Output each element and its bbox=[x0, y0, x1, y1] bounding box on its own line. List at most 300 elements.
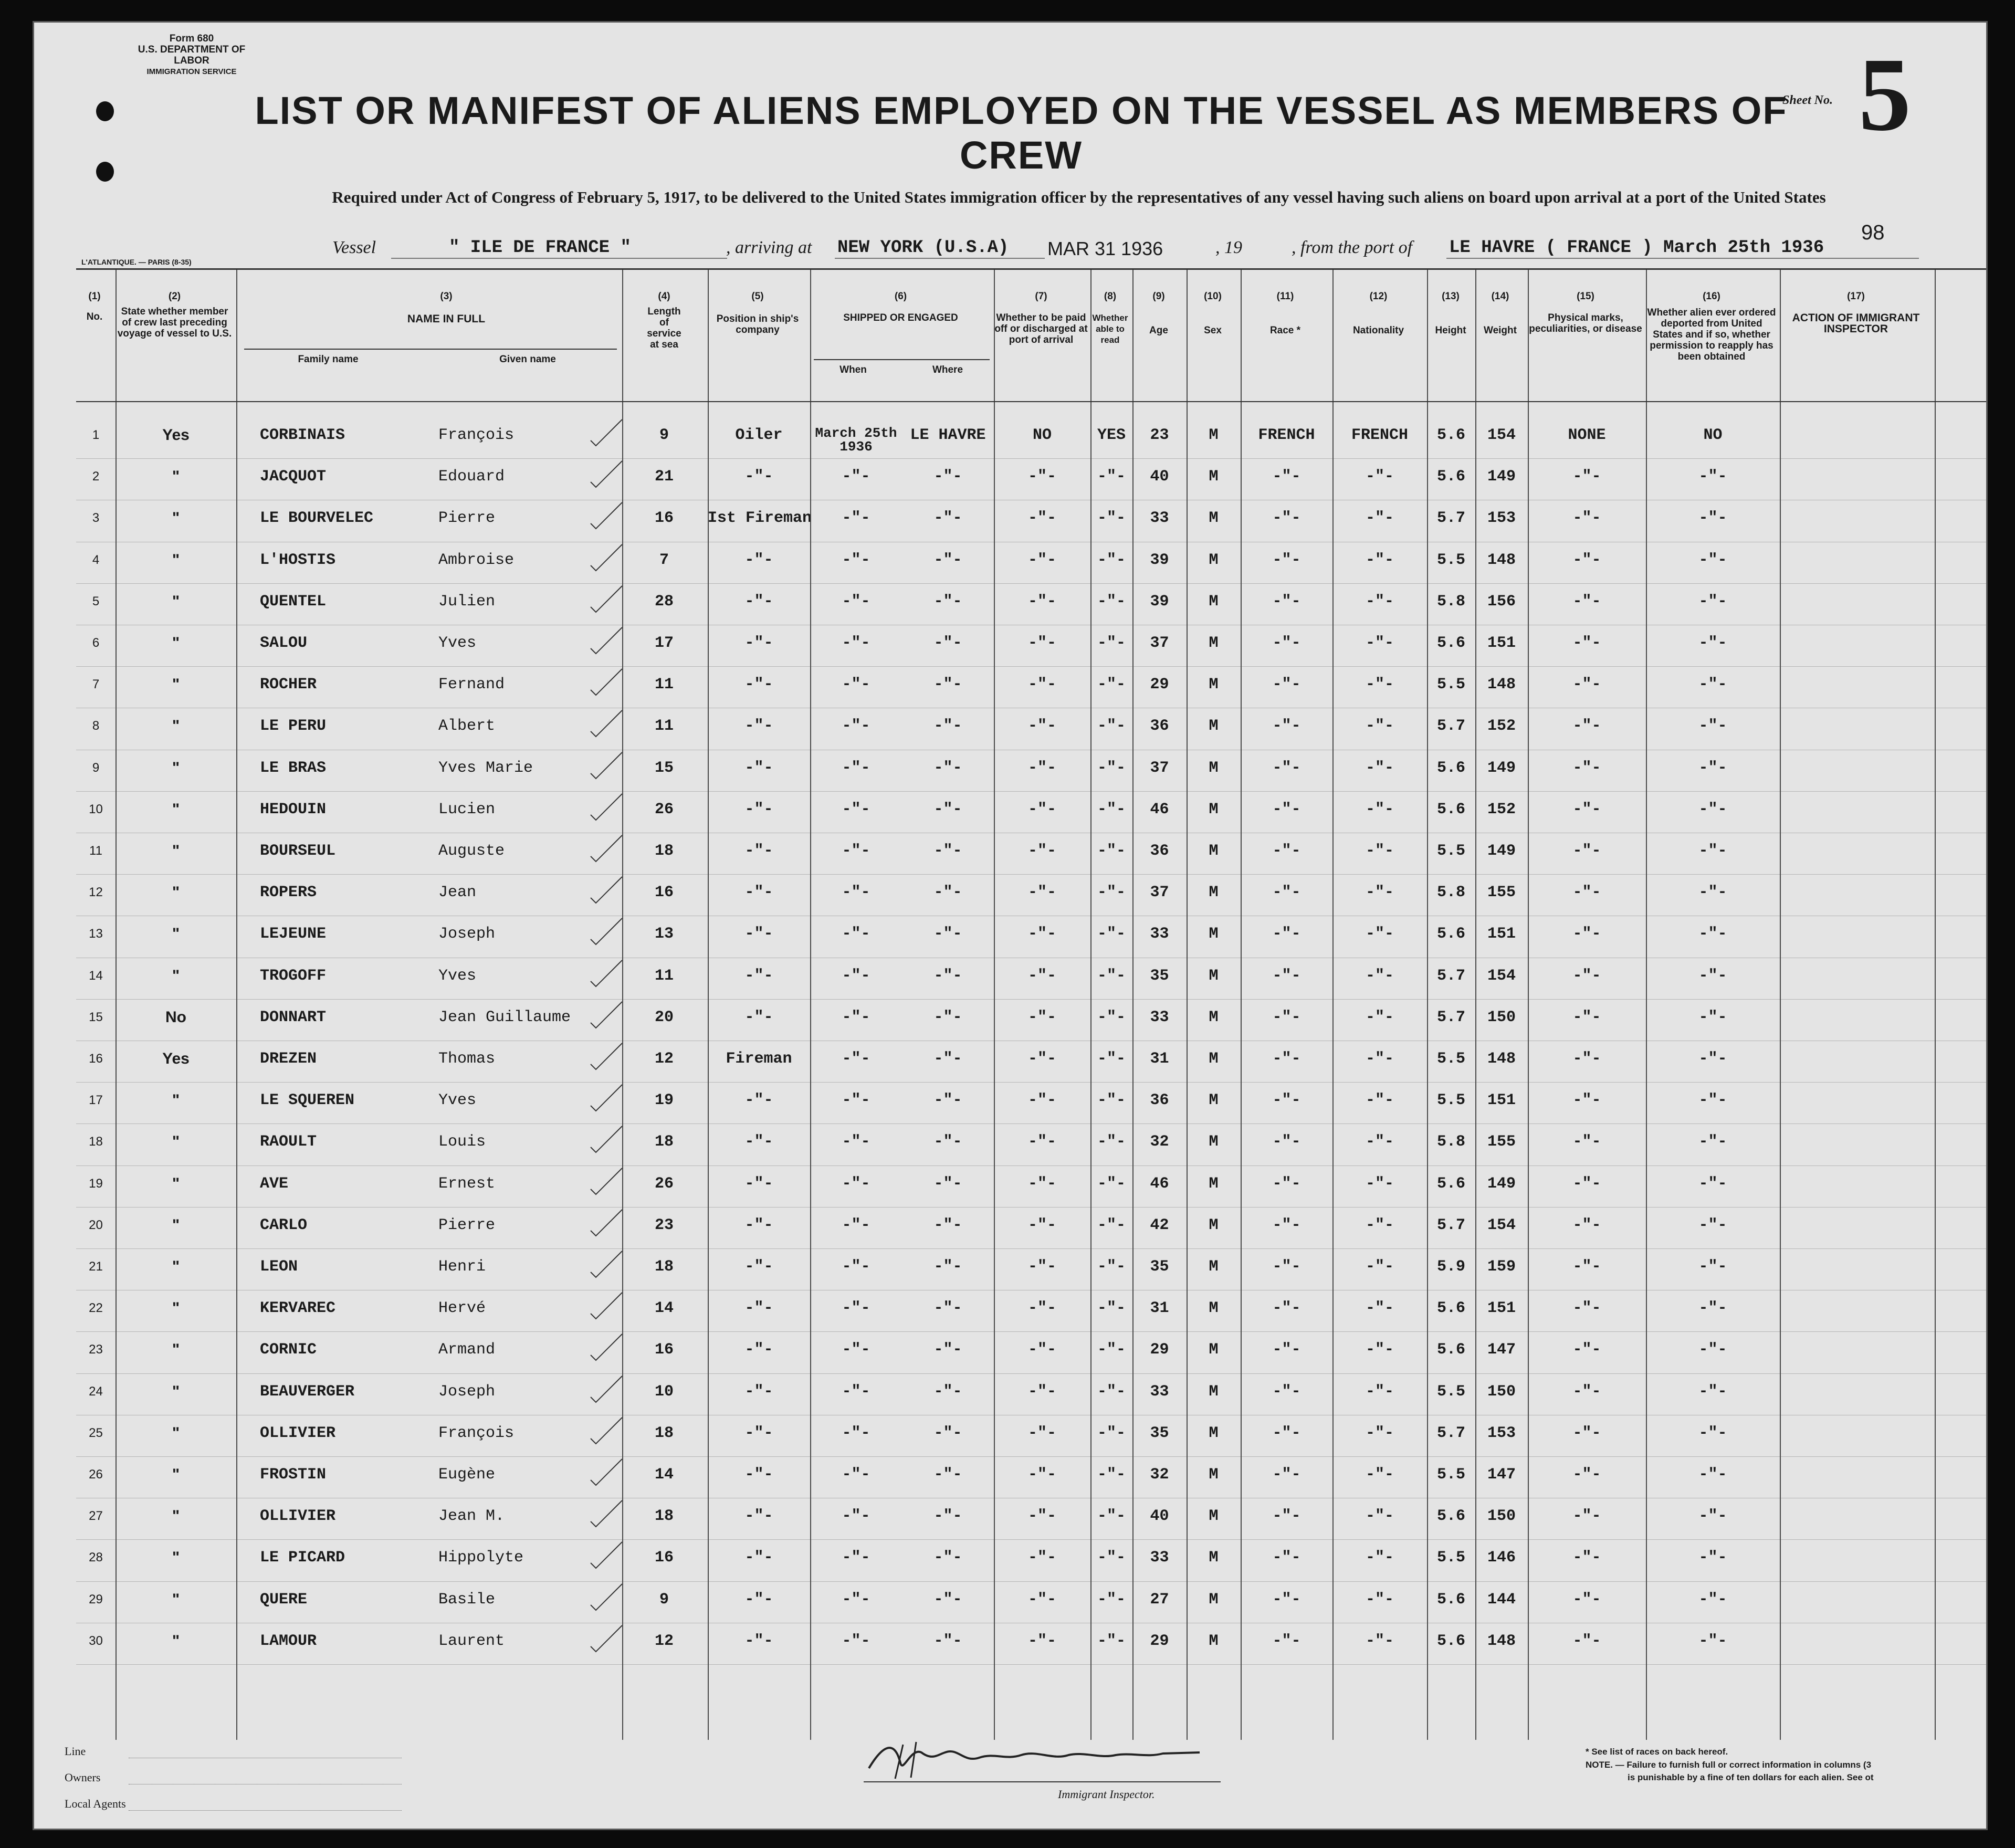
inspector-signature bbox=[853, 1731, 1231, 1789]
cell-weight: 151 bbox=[1487, 1091, 1516, 1110]
cell-read: -"- bbox=[1097, 842, 1126, 860]
cell-where: -"- bbox=[933, 1632, 962, 1650]
local-agents-label: Local Agents bbox=[65, 1797, 126, 1810]
cell-read: -"- bbox=[1097, 1466, 1126, 1484]
cell-given: François bbox=[438, 426, 515, 444]
cell-no: 7 bbox=[92, 677, 100, 692]
cell-paid: -"- bbox=[1027, 884, 1056, 902]
cell-race: -"- bbox=[1272, 842, 1301, 860]
cell-when: -"- bbox=[842, 634, 870, 652]
cell-family: ROCHER bbox=[260, 676, 317, 694]
cell-sex: M bbox=[1209, 676, 1219, 694]
cell-when: -"- bbox=[842, 1216, 870, 1234]
cell-deported: -"- bbox=[1698, 468, 1727, 486]
cell-read: -"- bbox=[1097, 1258, 1126, 1276]
cell-where: -"- bbox=[933, 468, 962, 486]
cell-when: -"- bbox=[842, 1341, 870, 1359]
cell-family: QUERE bbox=[260, 1590, 308, 1609]
cell-where: -"- bbox=[933, 925, 962, 943]
cell-service: 18 bbox=[654, 1507, 674, 1526]
cell-given: Basile bbox=[438, 1590, 496, 1609]
cell-given: Edouard bbox=[438, 468, 505, 486]
cell-given: Yves bbox=[438, 634, 477, 652]
cell-sex: M bbox=[1209, 592, 1219, 611]
cell-no: 12 bbox=[89, 885, 103, 900]
cell-race: -"- bbox=[1272, 884, 1301, 902]
cell-service: 14 bbox=[654, 1466, 674, 1484]
cell-weight: 150 bbox=[1487, 1507, 1516, 1526]
cell-weight: 144 bbox=[1487, 1590, 1516, 1609]
cell-marks: -"- bbox=[1572, 468, 1601, 486]
cell-deported: -"- bbox=[1698, 551, 1727, 569]
cell-height: 5.8 bbox=[1436, 1133, 1465, 1151]
cell-prev: " bbox=[172, 884, 180, 901]
cell-position: -"- bbox=[744, 1091, 773, 1110]
cell-prev: " bbox=[172, 925, 180, 943]
cell-marks: -"- bbox=[1572, 1299, 1601, 1318]
cell-given: Laurent bbox=[438, 1632, 505, 1650]
check-mark-icon bbox=[588, 1456, 625, 1488]
cell-service: 26 bbox=[654, 1174, 674, 1193]
cell-read: -"- bbox=[1097, 1299, 1126, 1318]
cell-given: Pierre bbox=[438, 1216, 496, 1234]
row-rule bbox=[76, 1331, 1986, 1332]
cell-weight: 148 bbox=[1487, 1632, 1516, 1650]
footnote-races: * See list of races on back hereof. bbox=[1586, 1747, 1728, 1757]
check-mark-icon bbox=[588, 999, 625, 1031]
cell-given: Armand bbox=[438, 1341, 496, 1359]
cell-paid: -"- bbox=[1027, 1174, 1056, 1193]
cell-family: LE SQUEREN bbox=[260, 1091, 355, 1110]
cell-weight: 159 bbox=[1487, 1258, 1516, 1276]
cell-nationality: -"- bbox=[1365, 1466, 1394, 1484]
cell-marks: -"- bbox=[1572, 842, 1601, 860]
cell-sex: M bbox=[1209, 1050, 1219, 1068]
cell-when: -"- bbox=[842, 842, 870, 860]
cell-age: 40 bbox=[1150, 468, 1169, 486]
cell-race: -"- bbox=[1272, 1174, 1301, 1193]
cell-service: 11 bbox=[654, 967, 674, 985]
cell-race: -"- bbox=[1272, 717, 1301, 736]
cell-nationality: -"- bbox=[1365, 1341, 1394, 1359]
footnote-penalty-1: NOTE. — Failure to furnish full or correct information in columns (3 bbox=[1586, 1760, 1872, 1770]
form-header-block bbox=[129, 33, 255, 77]
cell-given: Yves bbox=[438, 1091, 477, 1110]
cell-weight: 148 bbox=[1487, 1050, 1516, 1068]
cell-paid: -"- bbox=[1027, 1091, 1056, 1110]
cell-height: 5.5 bbox=[1436, 1549, 1465, 1567]
cell-family: FROSTIN bbox=[260, 1466, 327, 1484]
cell-position: Fireman bbox=[726, 1050, 792, 1068]
header-rule bbox=[814, 359, 990, 360]
cell-deported: -"- bbox=[1698, 1050, 1727, 1068]
cell-marks: -"- bbox=[1572, 1382, 1601, 1401]
cell-height: 5.6 bbox=[1436, 468, 1465, 486]
cell-read: -"- bbox=[1097, 1050, 1126, 1068]
header-col-6: (6) SHIPPED OR ENGAGED bbox=[843, 291, 958, 323]
cell-marks: -"- bbox=[1572, 1174, 1601, 1193]
cell-marks: -"- bbox=[1572, 1507, 1601, 1526]
cell-race: -"- bbox=[1272, 1258, 1301, 1276]
cell-age: 33 bbox=[1150, 925, 1169, 943]
cell-where: -"- bbox=[933, 1299, 962, 1318]
cell-marks: -"- bbox=[1572, 1590, 1601, 1609]
check-mark-icon bbox=[588, 874, 625, 906]
cell-marks: -"- bbox=[1572, 800, 1601, 818]
check-mark-icon bbox=[588, 1539, 625, 1571]
cell-family: AVE bbox=[260, 1174, 289, 1193]
cell-height: 5.6 bbox=[1436, 1507, 1465, 1526]
cell-read: -"- bbox=[1097, 1341, 1126, 1359]
cell-weight: 149 bbox=[1487, 842, 1516, 860]
cell-no: 1 bbox=[92, 428, 100, 442]
cell-position: -"- bbox=[744, 1174, 773, 1193]
column-rule bbox=[622, 270, 623, 1740]
cell-read: -"- bbox=[1097, 1590, 1126, 1609]
cell-service: 16 bbox=[654, 1549, 674, 1567]
check-mark-icon bbox=[588, 833, 625, 864]
check-mark-icon bbox=[588, 625, 625, 656]
row-rule bbox=[76, 1581, 1986, 1582]
cell-age: 29 bbox=[1150, 1341, 1169, 1359]
cell-where: -"- bbox=[933, 1008, 962, 1026]
column-rule bbox=[116, 270, 117, 1740]
cell-sex: M bbox=[1209, 842, 1219, 860]
cell-marks: -"- bbox=[1572, 676, 1601, 694]
cell-weight: 147 bbox=[1487, 1466, 1516, 1484]
cell-where: -"- bbox=[933, 1133, 962, 1151]
cell-paid: -"- bbox=[1027, 1632, 1056, 1650]
column-rule bbox=[810, 270, 811, 1740]
cell-height: 5.5 bbox=[1436, 842, 1465, 860]
cell-nationality: -"- bbox=[1365, 884, 1394, 902]
cell-race: -"- bbox=[1272, 592, 1301, 611]
cell-no: 13 bbox=[89, 927, 103, 941]
service-name: IMMIGRATION SERVICE bbox=[146, 67, 237, 76]
cell-race: -"- bbox=[1272, 551, 1301, 569]
cell-age: 29 bbox=[1150, 676, 1169, 694]
cell-prev: " bbox=[172, 1258, 180, 1275]
cell-position: -"- bbox=[744, 1008, 773, 1026]
cell-age: 27 bbox=[1150, 1590, 1169, 1609]
cell-paid: -"- bbox=[1027, 1424, 1056, 1442]
cell-where: -"- bbox=[933, 1216, 962, 1234]
cell-height: 5.5 bbox=[1436, 1466, 1465, 1484]
cell-age: 29 bbox=[1150, 1632, 1169, 1650]
cell-paid: -"- bbox=[1027, 1133, 1056, 1151]
cell-paid: -"- bbox=[1027, 1341, 1056, 1359]
cell-race: -"- bbox=[1272, 925, 1301, 943]
cell-weight: 152 bbox=[1487, 800, 1516, 818]
header-family-name: Family name bbox=[298, 354, 359, 365]
column-rule bbox=[994, 270, 995, 1740]
column-rule bbox=[1475, 270, 1476, 1740]
cell-nationality: -"- bbox=[1365, 800, 1394, 818]
cell-service: 16 bbox=[654, 884, 674, 902]
cell-weight: 148 bbox=[1487, 676, 1516, 694]
cell-marks: -"- bbox=[1572, 1549, 1601, 1567]
cell-prev: " bbox=[172, 509, 180, 527]
cell-service: 18 bbox=[654, 1258, 674, 1276]
cell-deported: -"- bbox=[1698, 967, 1727, 985]
check-mark-icon bbox=[588, 750, 625, 781]
cell-race: -"- bbox=[1272, 1590, 1301, 1609]
cell-read: -"- bbox=[1097, 1216, 1126, 1234]
cell-where: -"- bbox=[933, 1466, 962, 1484]
cell-sex: M bbox=[1209, 1424, 1219, 1442]
cell-nationality: -"- bbox=[1365, 1174, 1394, 1193]
cell-race: -"- bbox=[1272, 800, 1301, 818]
cell-where: -"- bbox=[933, 509, 962, 528]
column-rule bbox=[708, 270, 709, 1740]
cell-given: Fernand bbox=[438, 676, 505, 694]
cell-deported: NO bbox=[1703, 426, 1723, 444]
cell-race: -"- bbox=[1272, 509, 1301, 528]
cell-family: LE BRAS bbox=[260, 759, 327, 777]
cell-race: -"- bbox=[1272, 1216, 1301, 1234]
header-col-4: (4) Length of service at sea bbox=[647, 291, 681, 350]
cell-position: -"- bbox=[744, 842, 773, 860]
cell-given: Hippolyte bbox=[438, 1549, 524, 1567]
arrival-date-stamp: MAR 31 1936 bbox=[1047, 238, 1163, 259]
cell-no: 8 bbox=[92, 719, 100, 733]
cell-when: -"- bbox=[842, 925, 870, 943]
cell-race: -"- bbox=[1272, 1382, 1301, 1401]
cell-when: -"- bbox=[842, 1258, 870, 1276]
cell-race: -"- bbox=[1272, 1133, 1301, 1151]
cell-where: -"- bbox=[933, 551, 962, 569]
cell-marks: -"- bbox=[1572, 1466, 1601, 1484]
cell-family: LEON bbox=[260, 1258, 298, 1276]
cell-given: François bbox=[438, 1424, 515, 1442]
header-col-10: (10) Sex bbox=[1204, 291, 1222, 336]
cell-given: Thomas bbox=[438, 1050, 496, 1068]
cell-paid: -"- bbox=[1027, 1008, 1056, 1026]
cell-sex: M bbox=[1209, 1258, 1219, 1276]
cell-where: -"- bbox=[933, 800, 962, 818]
cell-deported: -"- bbox=[1698, 717, 1727, 736]
cell-deported: -"- bbox=[1698, 1258, 1727, 1276]
cell-marks: -"- bbox=[1572, 925, 1601, 943]
cell-family: LAMOUR bbox=[260, 1632, 317, 1650]
cell-paid: -"- bbox=[1027, 551, 1056, 569]
cell-no: 9 bbox=[92, 760, 100, 775]
cell-no: 16 bbox=[89, 1052, 103, 1066]
cell-marks: -"- bbox=[1572, 967, 1601, 985]
vessel-line bbox=[34, 233, 1986, 264]
cell-weight: 154 bbox=[1487, 1216, 1516, 1234]
cell-prev: " bbox=[172, 634, 180, 652]
cell-prev: " bbox=[172, 1174, 180, 1192]
header-col-9: (9) Age bbox=[1149, 291, 1168, 336]
header-col-7: (7) Whether to be paid off or discharged at port of arrival bbox=[994, 291, 1088, 345]
cell-sex: M bbox=[1209, 1341, 1219, 1359]
cell-prev: " bbox=[172, 717, 180, 735]
cell-no: 11 bbox=[89, 844, 102, 858]
cell-age: 23 bbox=[1150, 426, 1169, 444]
cell-prev: " bbox=[172, 551, 180, 569]
cell-prev: " bbox=[172, 1424, 180, 1442]
cell-service: 12 bbox=[654, 1632, 674, 1650]
cell-family: LE PICARD bbox=[260, 1549, 345, 1567]
cell-sex: M bbox=[1209, 1133, 1219, 1151]
cell-service: 18 bbox=[654, 1424, 674, 1442]
column-rule bbox=[1935, 270, 1936, 1740]
cell-position: -"- bbox=[744, 1549, 773, 1567]
column-rule bbox=[1132, 270, 1134, 1740]
cell-height: 5.7 bbox=[1436, 1216, 1465, 1234]
cell-sex: M bbox=[1209, 1174, 1219, 1193]
cell-marks: -"- bbox=[1572, 717, 1601, 736]
cell-no: 17 bbox=[89, 1093, 103, 1108]
cell-family: OLLIVIER bbox=[260, 1507, 336, 1526]
cell-where: -"- bbox=[933, 1424, 962, 1442]
cell-read: -"- bbox=[1097, 1424, 1126, 1442]
cell-marks: -"- bbox=[1572, 1050, 1601, 1068]
vessel-label: Vessel bbox=[332, 238, 376, 257]
cell-when: -"- bbox=[842, 1133, 870, 1151]
cell-no: 14 bbox=[89, 968, 103, 983]
cell-given: Yves bbox=[438, 967, 477, 985]
cell-paid: -"- bbox=[1027, 592, 1056, 611]
cell-prev: No bbox=[165, 1008, 186, 1026]
cell-given: Hervé bbox=[438, 1299, 486, 1318]
departure-port: LE HAVRE ( FRANCE ) March 25th 1936 bbox=[1449, 238, 1824, 258]
cell-nationality: -"- bbox=[1365, 592, 1394, 611]
cell-marks: -"- bbox=[1572, 1133, 1601, 1151]
cell-age: 32 bbox=[1150, 1466, 1169, 1484]
cell-no: 24 bbox=[89, 1384, 103, 1399]
cell-race: -"- bbox=[1272, 1424, 1301, 1442]
column-rule bbox=[1187, 270, 1188, 1740]
header-col-2: (2) State whether member of crew last preceding voyage of vessel to U.S. bbox=[117, 291, 232, 339]
vessel-name: " ILE DE FRANCE " bbox=[449, 238, 631, 258]
cell-height: 5.6 bbox=[1436, 634, 1465, 652]
check-mark-icon bbox=[588, 1207, 625, 1238]
cell-no: 3 bbox=[92, 511, 100, 526]
cell-weight: 152 bbox=[1487, 717, 1516, 736]
cell-deported: -"- bbox=[1698, 1299, 1727, 1318]
column-rule bbox=[1646, 270, 1647, 1740]
footnote-penalty-2: is punishable by a fine of ten dollars for each alien. See ot bbox=[1628, 1772, 1874, 1782]
cell-read: -"- bbox=[1097, 1507, 1126, 1526]
printer-mark: L'ATLANTIQUE. — PARIS (8-35) bbox=[81, 258, 192, 266]
cell-read: -"- bbox=[1097, 800, 1126, 818]
cell-paid: -"- bbox=[1027, 842, 1056, 860]
cell-position: Ist Fireman bbox=[708, 509, 812, 528]
cell-no: 15 bbox=[89, 1010, 103, 1024]
cell-nationality: -"- bbox=[1365, 1258, 1394, 1276]
department-name: U.S. DEPARTMENT OF LABOR bbox=[138, 44, 246, 66]
cell-race: -"- bbox=[1272, 1466, 1301, 1484]
cell-nationality: -"- bbox=[1365, 1133, 1394, 1151]
cell-service: 28 bbox=[654, 592, 674, 611]
cell-height: 5.8 bbox=[1436, 592, 1465, 611]
cell-deported: -"- bbox=[1698, 1466, 1727, 1484]
cell-nationality: -"- bbox=[1365, 1299, 1394, 1318]
cell-read: -"- bbox=[1097, 925, 1126, 943]
cell-service: 26 bbox=[654, 800, 674, 818]
cell-given: Yves Marie bbox=[438, 759, 533, 777]
cell-deported: -"- bbox=[1698, 1632, 1727, 1650]
cell-read: YES bbox=[1097, 426, 1126, 444]
cell-nationality: -"- bbox=[1365, 1050, 1394, 1068]
check-mark-icon bbox=[588, 500, 625, 531]
cell-no: 25 bbox=[89, 1425, 103, 1440]
cell-age: 39 bbox=[1150, 551, 1169, 569]
cell-weight: 153 bbox=[1487, 509, 1516, 528]
cell-position: -"- bbox=[744, 800, 773, 818]
cell-where: -"- bbox=[933, 884, 962, 902]
manifest-sheet bbox=[33, 21, 1988, 1830]
cell-family: LE PERU bbox=[260, 717, 327, 736]
cell-age: 42 bbox=[1150, 1216, 1169, 1234]
cell-when: -"- bbox=[842, 967, 870, 985]
cell-when: -"- bbox=[842, 1507, 870, 1526]
annotation-number: 98 bbox=[1861, 221, 1885, 244]
cell-deported: -"- bbox=[1698, 1133, 1727, 1151]
cell-service: 12 bbox=[654, 1050, 674, 1068]
cell-deported: -"- bbox=[1698, 884, 1727, 902]
cell-weight: 151 bbox=[1487, 634, 1516, 652]
line-label: Line bbox=[65, 1745, 86, 1758]
cell-read: -"- bbox=[1097, 967, 1126, 985]
row-rule bbox=[76, 791, 1986, 792]
cell-marks: -"- bbox=[1572, 509, 1601, 528]
cell-weight: 154 bbox=[1487, 967, 1516, 985]
cell-nationality: -"- bbox=[1365, 1091, 1394, 1110]
cell-service: 23 bbox=[654, 1216, 674, 1234]
cell-family: L'HOSTIS bbox=[260, 551, 336, 569]
cell-age: 35 bbox=[1150, 967, 1169, 985]
cell-service: 15 bbox=[654, 759, 674, 777]
cell-given: Auguste bbox=[438, 842, 505, 860]
cell-weight: 150 bbox=[1487, 1382, 1516, 1401]
column-rule bbox=[1427, 270, 1428, 1740]
cell-given: Henri bbox=[438, 1258, 486, 1276]
cell-family: DREZEN bbox=[260, 1050, 317, 1068]
cell-height: 5.6 bbox=[1436, 1174, 1465, 1193]
cell-position: -"- bbox=[744, 1258, 773, 1276]
cell-sex: M bbox=[1209, 468, 1219, 486]
year-label: , 19 bbox=[1215, 238, 1242, 257]
cell-deported: -"- bbox=[1698, 1341, 1727, 1359]
cell-paid: -"- bbox=[1027, 717, 1056, 736]
cell-race: -"- bbox=[1272, 468, 1301, 486]
cell-when: -"- bbox=[842, 1008, 870, 1026]
cell-when: -"- bbox=[842, 1174, 870, 1193]
cell-marks: -"- bbox=[1572, 759, 1601, 777]
cell-family: DONNART bbox=[260, 1008, 327, 1026]
row-rule bbox=[76, 1373, 1986, 1374]
cell-sex: M bbox=[1209, 1590, 1219, 1609]
cell-height: 5.6 bbox=[1436, 800, 1465, 818]
row-rule bbox=[76, 458, 1986, 459]
cell-sex: M bbox=[1209, 759, 1219, 777]
cell-height: 5.5 bbox=[1436, 551, 1465, 569]
cell-paid: -"- bbox=[1027, 759, 1056, 777]
cell-sex: M bbox=[1209, 1091, 1219, 1110]
document-subtitle: Required under Act of Congress of February 5, 1917, to be delivered to the United States immigration officer by the representatives of any vessel having such aliens on board upon arrival at a port of the United States bbox=[332, 188, 1826, 206]
cell-age: 46 bbox=[1150, 1174, 1169, 1193]
cell-height: 5.6 bbox=[1436, 1590, 1465, 1609]
cell-paid: -"- bbox=[1027, 800, 1056, 818]
cell-position: -"- bbox=[744, 925, 773, 943]
cell-nationality: -"- bbox=[1365, 925, 1394, 943]
cell-prev: " bbox=[172, 1632, 180, 1650]
cell-no: 19 bbox=[89, 1176, 103, 1191]
cell-nationality: -"- bbox=[1365, 1424, 1394, 1442]
